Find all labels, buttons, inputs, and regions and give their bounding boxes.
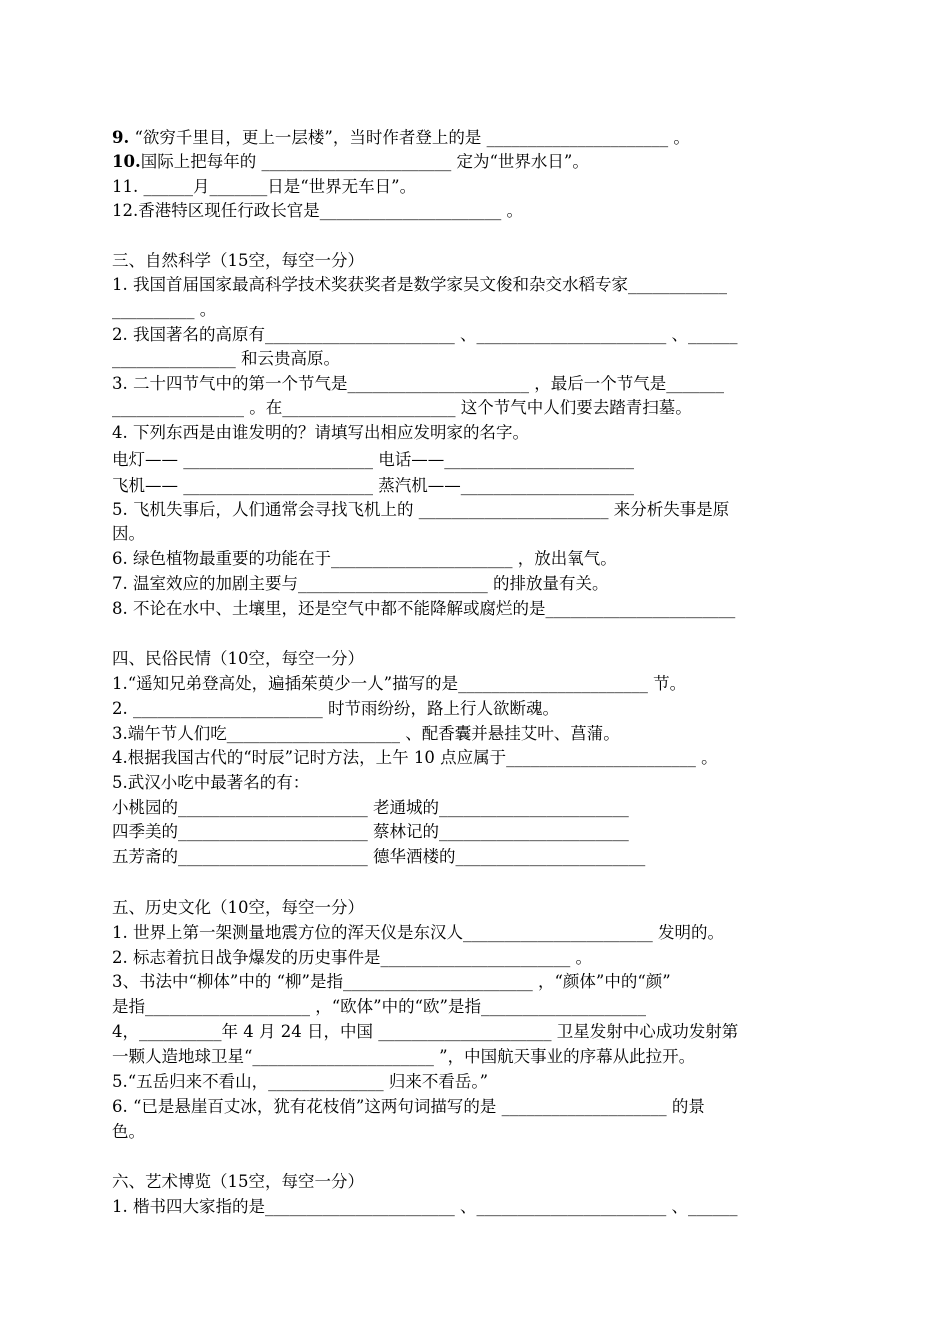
section-line: 4.根据我国古代的“时辰”记时方法，上午 10 点应属于_______________________ 。 [112,748,718,767]
section-line: 色。 [112,1122,145,1141]
section-heading-history-culture: 五、历史文化（10空，每空一分） [112,898,364,917]
section-line: 5.“五岳归来不看山，______________ 归来不看岳。” [112,1072,489,1091]
question-text: 国际上把每年的 _______________________ 定为“世界水日”。 [140,152,589,171]
section-line: 8. 不论在水中、土壤里，还是空气中都不能降解或腐烂的是_______________________ [112,599,736,618]
section-line: _______________ 和云贵高原。 [112,349,340,368]
section-line: 2. 我国著名的高原有_______________________ 、_______________________ 、______ [112,325,738,344]
section-line: 7. 温室效应的加剧主要与_______________________ 的排放量有关。 [112,574,609,593]
section-line: 五芳斋的_______________________ 德华酒楼的_______________________ [112,847,646,866]
section-line: 四季美的_______________________ 蔡林记的_______________________ [112,822,629,841]
question-12 [112,199,842,223]
section-line: 3、书法中“柳体”中的 “柳”是指_______________________ ，“颜体”中的“颜” [112,972,671,991]
question-text: ______月_______日是“世界无车日”。 [138,177,417,196]
question-number: 9. [112,128,130,147]
section-line: __________ 。 [112,300,217,319]
question-text: “欲穷千里目，更上一层楼”，当时作者登上的是 ______________________ 。 [134,128,690,147]
section-line: 4. 下列东西是由谁发明的？请填写出相应发明家的名字。 [112,423,529,442]
section-line: 是指____________________ ，“欧体”中的“欧”是指____________________ [112,997,646,1016]
section-line: 1. 我国首届国家最高科学技术奖获奖者是数学家吴文俊和杂交水稻专家____________ [112,275,727,294]
section-line: 2. 标志着抗日战争爆发的历史事件是_______________________ 。 [112,948,592,967]
section-line: 2. _______________________ 时节雨纷纷，路上行人欲断魂。 [112,699,559,718]
question-10 [112,150,842,174]
section-line: 3.端午节人们吃_____________________ 、配香囊并悬挂艾叶、菖蒲。 [112,724,620,743]
section-line: 电灯—— _______________________ 电话——_______________________ [112,450,634,469]
section-line: 6. 绿色植物最重要的功能在于______________________ ，放出氧气。 [112,549,617,568]
section-line: ________________ 。在_____________________ 这个节气中人们要去踏青扫墓。 [112,398,692,417]
question-9 [112,126,842,150]
question-number: 11. [112,177,139,196]
section-line: 1.“遥知兄弟登高处，遍插茱萸少一人”描写的是_______________________ 节。 [112,674,687,693]
section-line: 4，__________年 4 月 24 日，中国 _____________________ 卫星发射中心成功发射第 [112,1022,739,1041]
question-number: 10. [112,152,141,171]
section-line: 因。 [112,524,145,543]
section-line: 一颗人造地球卫星“______________________ ”，中国航天事业的序幕从此拉开。 [112,1047,696,1066]
section-line: 5.武汉小吃中最著名的有： [112,773,310,792]
section-line: 3. 二十四节气中的第一个节气是______________________ ，最后一个节气是_______ [112,374,724,393]
section-line: 飞机—— _______________________ 蒸汽机——_____________________ [112,476,634,495]
section-heading-natural-science: 三、自然科学（15空，每空一分） [112,251,364,270]
section-line: 1. 世界上第一架测量地震方位的浑天仪是东汉人_______________________ 发明的。 [112,923,724,942]
section-heading-folk-customs: 四、民俗民情（10空，每空一分） [112,649,364,668]
question-text: 香港特区现任行政长官是______________________ 。 [138,201,523,220]
section-line: 6. “已是悬崖百丈冰，犹有花枝俏”这两句词描写的是 ____________________ 的景 [112,1097,705,1116]
question-11 [112,175,842,199]
section-heading-art-expo: 六、艺术博览（15空，每空一分） [112,1172,364,1191]
section-line: 5. 飞机失事后，人们通常会寻找飞机上的 _______________________ 来分析失事是原 [112,500,730,519]
section-line: 1. 楷书四大家指的是_______________________ 、_______________________ 、______ [112,1197,738,1216]
question-number: 12. [112,201,139,220]
section-line: 小桃园的_______________________ 老通城的_______________________ [112,798,629,817]
